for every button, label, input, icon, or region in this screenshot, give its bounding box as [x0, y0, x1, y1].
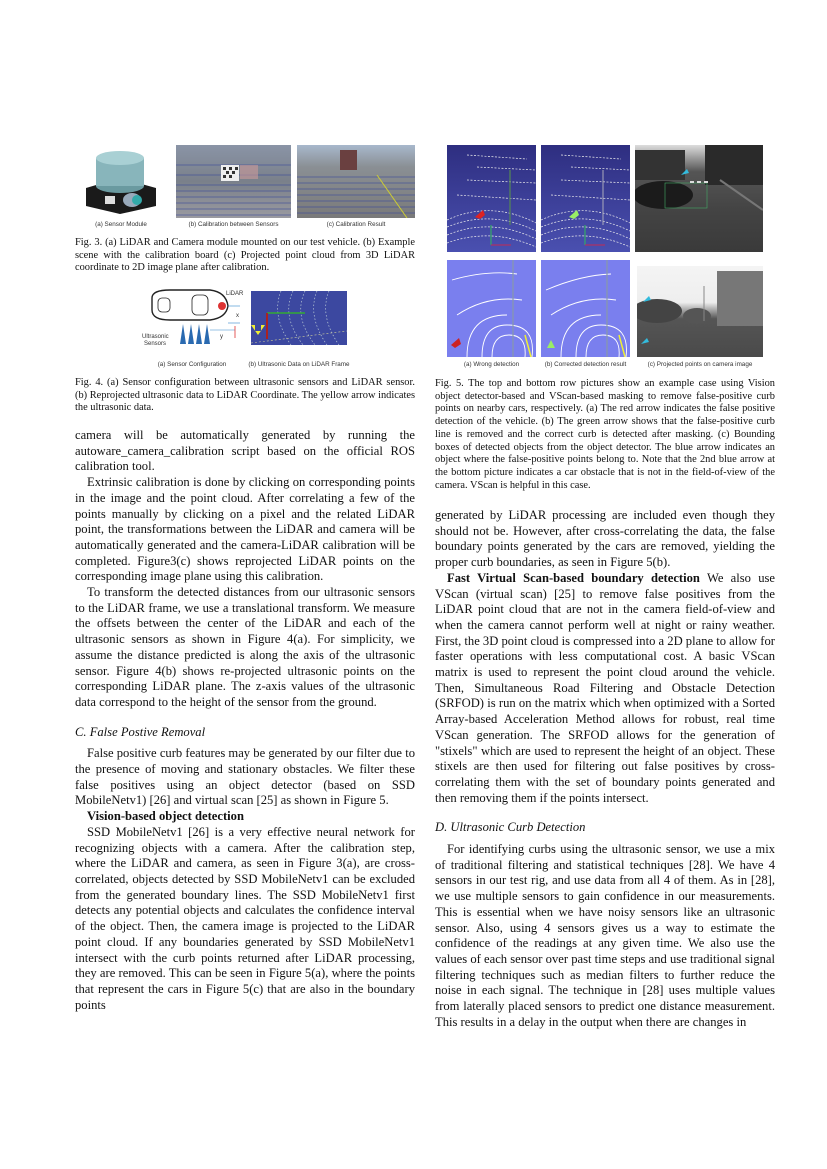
paragraph: False positive curb features may be generated by our filter due to the presence of moving and stationary obstacles. We filter these false positives using an object detector (based on SSD MobileNetv1) [26] and virtual scan [25] as shown in Figure 5. — [75, 746, 415, 808]
fig4-caption: Fig. 4. (a) Sensor configuration between ultrasonic sensors and LiDAR sensor. (b) Reprojected ultrasonic data to LiDAR Coordinate. The yellow arrow indicates the ultrasonic data. — [75, 377, 415, 414]
fig4-lidar-label: LiDAR — [226, 291, 244, 297]
fig3a-sensor-module-image — [80, 148, 162, 214]
paragraph: For identifying curbs using the ultrasonic sensor, we use a mix of traditional filtering and statistical techniques [28]. We have 4 sensors in our test rig, and use data from all 4 of them. As in [28], we use multiple sensors to gain confidence in our measurements. This is essential when we have noisy sensors like an ultrasonic sensor. Also, using 4 sensors gives us a way to estimate the confidence of the readings at any given time. We also use the values of each sensor over past time steps and use traditional signal filtering techniques such as median filters to further reduce the noise in each signal. The technique in [28] uses multiple values from laterally placed sensors to predict one distance measurement. This results in a delay in the output when there are changes in — [435, 842, 775, 1029]
right-column — [435, 508, 775, 1031]
fig4b-subcaption: (b) Ultrasonic Data on LiDAR Frame — [248, 361, 350, 368]
fig4-sensors-label: Sensors — [144, 341, 167, 347]
fig5c-bottom-camera-image — [637, 266, 763, 357]
section-heading-d: D. Ultrasonic Curb Detection — [435, 820, 586, 835]
fig4b-ultrasonic-lidar-image — [251, 291, 347, 345]
left-column — [75, 428, 415, 1013]
section-heading-c: C. False Postive Removal — [75, 724, 206, 739]
subsection-heading-vscan: Fast Virtual Scan-based boundary detection — [447, 570, 700, 585]
fig3a-subcaption: (a) Sensor Module — [95, 221, 147, 228]
fig5c-subcaption: (c) Projected points on camera image — [647, 361, 753, 368]
paragraph: generated by LiDAR processing are included even though they should not be. However, after cross-correlating the data, the false boundary points generated by the cars are removed, yielding the proper curb boundaries, as seen in Figure 5(b). — [435, 508, 775, 570]
fig4-ultrasonic-label: Ultrasonic — [142, 334, 169, 340]
fig5b-top-lidar-image — [541, 145, 630, 252]
fig3b-subcaption: (b) Calibration between Sensors — [188, 221, 279, 228]
paragraph: SSD MobileNetv1 [26] is a very effective neural network for recognizing objects with a camera. After the calibration step, where the LiDAR and camera, as seen in Figure 3(a), are cross-correlated, objects detected by SSD MobileNetv1 can be excluded from the generated boundary lines. The SSD MobileNetv1 first detects any potential objects and calculates the confidence interval of the object. Then, the camera image is projected to the LiDAR point cloud. If any boundaries generated by SSD MobileNetv1 intersect with the curb points returned after LiDAR processing, they are removed. This can be seen in Figure 5(a), where the points that represent the cars in Figure 5(c) that are also in the boundary points — [75, 824, 415, 1012]
paragraph: To transform the detected distances from our ultrasonic sensors to the LiDAR frame, we use a translational transform. We measure the offsets between the center of the LiDAR and each of the ultrasonic sensors as shown in Figure 4(a). For simplicity, we assume the distance predicted is along the axis of the ultrasonic sensor. Figure 4(b) shows re-projected ultrasonic points on the corresponding LiDAR plane. The z-axis values of the ultrasonic data correspond to the height of the sensor from the ground. — [75, 585, 415, 709]
subsection-heading-vision: Vision-based object detection — [87, 809, 244, 824]
fig4a-sensor-configuration-diagram — [140, 286, 248, 348]
fig3c-calibration-result-image — [297, 145, 415, 218]
fig3b-calibration-image — [176, 145, 291, 218]
fig4-x-label: x — [236, 313, 239, 319]
paragraph: We also use VScan (virtual scan) [25] to remove false positives from the LiDAR point cloud that are not in the camera field-of-view and when the camera cannot perform well at night or rainy weather. First, the 3D point cloud is compressed into a 2D plane to allow for faster operations with less computational cost. A basic VScan matrix is used to represent the point cloud around the vehicle. Then, Simultaneous Road Filtering and Obstacle Detection (SRFOD) is run on the matrix which when optimized with a Sorted Array-based Acceleration Method allows for robust, real time VScan generation. The SRFOD allows for the generation of "stixels" which are used to represent the height of an object. These stixels are then used for filtering out false positives by cross-correlating them with the set of boundary points generated and then removing them if the points intersect. — [435, 570, 775, 805]
fig5a-bottom-lidar-image — [447, 260, 536, 357]
fig4-y-label: y — [220, 334, 223, 340]
fig5c-top-camera-image — [635, 145, 763, 252]
fig3-caption: Fig. 3. (a) LiDAR and Camera module mounted on our test vehicle. (b) Example scene with the calibration board (c) Projected point cloud from 3D LiDAR coordinate to 2D image plane after calibration. — [75, 237, 415, 274]
fig5b-bottom-lidar-image — [541, 260, 630, 357]
paragraph: Extrinsic calibration is done by clicking on corresponding points in the image and the point cloud. After correlating a few of the points manually by clicking on a pixel and the related LiDAR point, the transformations between the LiDAR and camera will be automatically generated and the camera-LiDAR calibration will be completed. Figure3(c) shows reprojected LiDAR points on the corresponding image plane using this calibration. — [75, 475, 415, 584]
fig3c-subcaption: (c) Calibration Result — [326, 221, 386, 228]
fig5-caption: Fig. 5. The top and bottom row pictures show an example case using Vision object detector-based and VScan-based masking to remove false-positive curb points on nearby cars, respectively. (a) The red arrow indicates the false positive detection of the vehicle. (b) The green arrow shows that the false-positive curb line is removed and the correct curb is detected after masking. (c) Bounding boxes of detected objects from the object detector. The blue arrow indicates an object where the false-positive points belong to. Note that the 2nd blue arrow at the bottom picture indicates a car obstacle that is not in the field-of-view of the camera. VScan is helpful in this case. — [435, 378, 775, 491]
paragraph: camera will be automatically generated by running the autoware_camera_calibration script based on the official ROS calibration tool. — [75, 428, 415, 474]
fig5a-top-lidar-image — [447, 145, 536, 252]
fig5b-subcaption: (b) Corrected detection result — [544, 361, 627, 368]
fig5a-subcaption: (a) Wrong detection — [463, 361, 520, 368]
fig4a-subcaption: (a) Sensor Configuration — [157, 361, 227, 368]
